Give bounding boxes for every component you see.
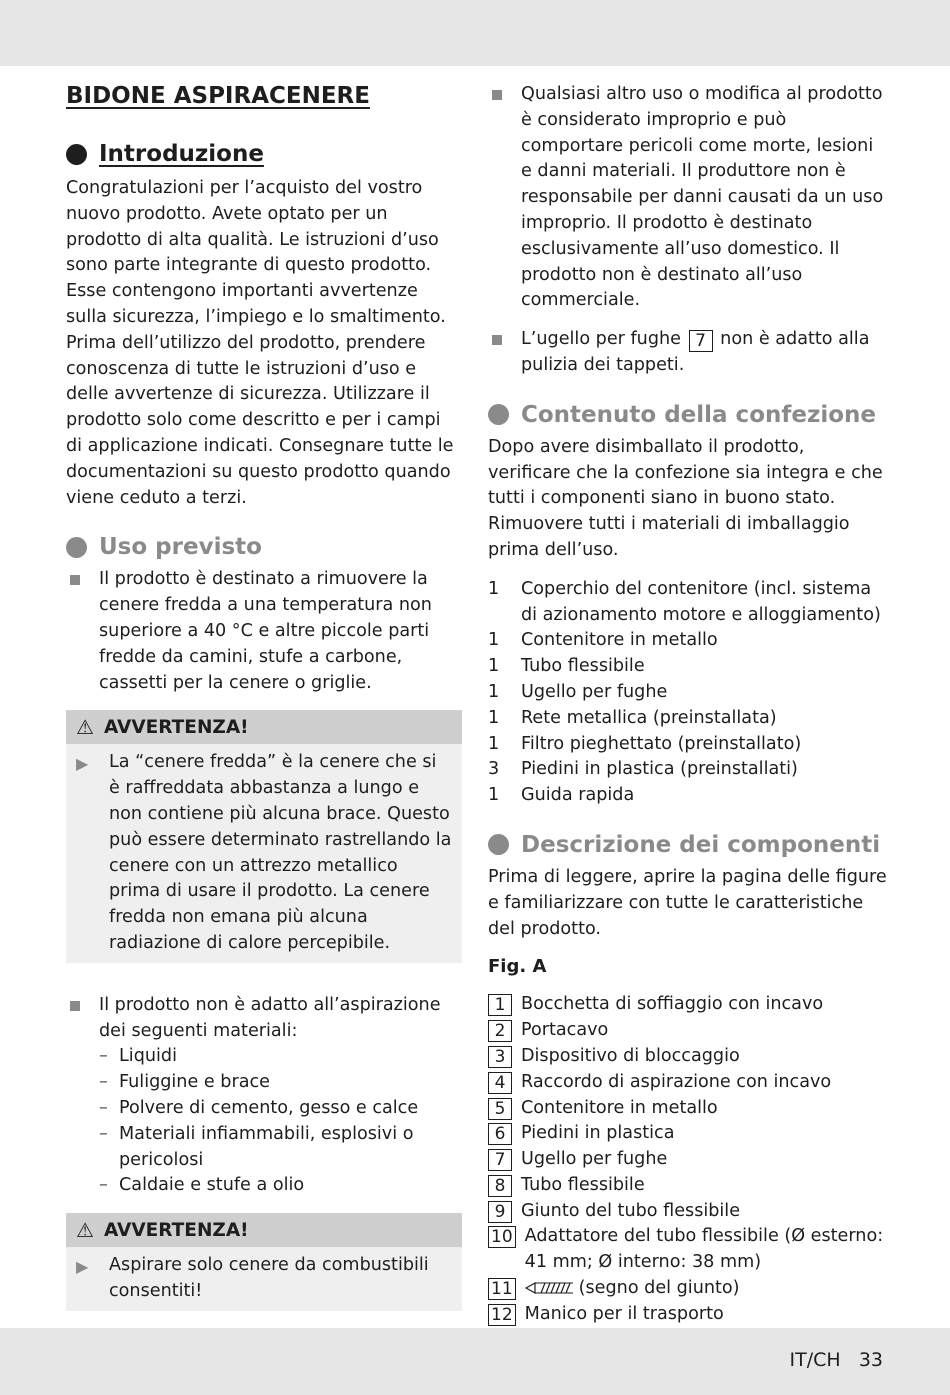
bullet-dot-icon bbox=[488, 834, 509, 855]
component-number-box: 1 bbox=[488, 994, 512, 1016]
warning-triangle-icon: ⚠ bbox=[76, 715, 94, 740]
list-item: 5 Contenitore in metallo bbox=[488, 1096, 888, 1122]
section-heading-contenuto: Contenuto della confezione bbox=[488, 399, 888, 431]
square-bullet-icon bbox=[70, 1001, 80, 1011]
list-item: – Polvere di cemento, gesso e calce bbox=[99, 1097, 419, 1118]
contenuto-paragraph: Dopo avere disimballato il prodotto, verificare che la confezione sia integra e che tutti i componenti siano in buono stato. Rimuovere tutti i materiali di imballaggio prima dell’uso. bbox=[488, 436, 883, 560]
section-heading-descrizione: Descrizione dei componenti bbox=[488, 829, 888, 861]
list-item: 3 Dispositivo di bloccaggio bbox=[488, 1044, 888, 1070]
list-item: 6 Piedini in plastica bbox=[488, 1121, 888, 1147]
square-bullet-icon bbox=[492, 90, 502, 100]
list-item: 1 Filtro pieghettato (preinstallato) bbox=[488, 733, 802, 754]
warning-body: ▶ La “cenere fredda” è la cenere che si è raffreddata abbastanza a lungo e non contiene più alcuna brace. Questo può essere determinato rastrellando la cenere con un attrezzo metallico prima di usare il prodotto. La cenere fredda non emana più alcuna radiazione di calore percepibile. bbox=[66, 744, 462, 962]
warning-triangle-icon: ⚠ bbox=[76, 1218, 94, 1243]
component-number-box: 12 bbox=[488, 1304, 516, 1326]
warning-box bbox=[66, 1213, 462, 1311]
list-item: 10 Adattatore del tubo flessibile (Ø esterno: 41 mm; Ø interno: 38 mm) bbox=[488, 1224, 888, 1276]
list-item: 1 Tubo flessibile bbox=[488, 656, 645, 677]
right-column bbox=[488, 82, 888, 1328]
page-number: 33 bbox=[858, 1349, 883, 1371]
component-number-box: 3 bbox=[488, 1046, 512, 1068]
component-number-box: 7 bbox=[488, 1149, 512, 1171]
component-number-box: 6 bbox=[488, 1123, 512, 1145]
list-item: 3 Piedini in plastica (preinstallati) bbox=[488, 759, 798, 780]
materials-list bbox=[99, 1044, 462, 1199]
list-item: Qualsiasi altro uso o modifica al prodotto è considerato improprio e può comportare pericoli come morte, lesioni e danni materiali. Il produttore non è responsabile per danni causati da un uso improprio. Il prodotto è destinato esclusivamente all’uso domestico. Il prodotto non è destinato all’uso commerciale. bbox=[488, 82, 888, 314]
footer-locale: IT/CH bbox=[789, 1349, 841, 1371]
component-number-box: 4 bbox=[488, 1072, 512, 1094]
warning-header: ⚠ AVVERTENZA! bbox=[66, 710, 462, 744]
component-number-box: 2 bbox=[488, 1020, 512, 1042]
warning-box bbox=[66, 710, 462, 962]
components-list bbox=[488, 992, 888, 1327]
package-contents-list bbox=[488, 577, 888, 809]
descrizione-paragraph: Prima di leggere, aprire la pagina delle figure e familiarizzare con tutte le caratteristiche del prodotto. bbox=[488, 866, 887, 939]
list-item: 7 Ugello per fughe bbox=[488, 1147, 888, 1173]
list-item: – Caldaie e stufe a olio bbox=[99, 1175, 305, 1196]
list-item: 1 Bocchetta di soffiaggio con incavo bbox=[488, 992, 888, 1018]
component-number-box: 11 bbox=[488, 1278, 516, 1300]
list-item: – Materiali infiammabili, esplosivi o pericolosi bbox=[99, 1123, 414, 1170]
square-bullet-icon bbox=[492, 335, 502, 345]
list-item: 1 Contenitore in metallo bbox=[488, 630, 718, 651]
document-title: BIDONE ASPIRACENERE bbox=[66, 83, 370, 109]
header-band bbox=[0, 0, 950, 66]
list-item: 12 Manico per il trasporto bbox=[488, 1302, 888, 1328]
component-number-box: 7 bbox=[689, 330, 713, 352]
list-item: 11 (segno del giunto) bbox=[488, 1276, 888, 1302]
component-number-box: 5 bbox=[488, 1098, 512, 1120]
component-number-box: 8 bbox=[488, 1175, 512, 1197]
list-item: Il prodotto è destinato a rimuovere la cenere fredda a una temperatura non superiore a 40 °C e altre piccole parti fredde da camini, stufe a carbone, cassetti per la cenere o griglie. bbox=[66, 567, 462, 696]
joint-mark-icon bbox=[525, 1281, 575, 1295]
bullet-dot-icon bbox=[66, 144, 87, 165]
list-item: 4 Raccordo di aspirazione con incavo bbox=[488, 1070, 888, 1096]
list-item: 2 Portacavo bbox=[488, 1018, 888, 1044]
list-item: 1 Guida rapida bbox=[488, 785, 635, 806]
bullet-dot-icon bbox=[66, 537, 87, 558]
square-bullet-icon bbox=[70, 575, 80, 585]
section-heading-uso-previsto: Uso previsto bbox=[66, 531, 462, 563]
list-item: 8 Tubo flessibile bbox=[488, 1173, 888, 1199]
section-heading-introduzione: Introduzione bbox=[66, 138, 462, 170]
list-item: 1 Ugello per fughe bbox=[488, 681, 668, 702]
list-item: 1 Rete metallica (preinstallata) bbox=[488, 707, 777, 728]
page-footer bbox=[790, 1349, 883, 1371]
warning-body: ▶ Aspirare solo cenere da combustibili consentiti! bbox=[66, 1247, 462, 1311]
component-number-box: 9 bbox=[488, 1201, 512, 1223]
intro-paragraph: Congratulazioni per l’acquisto del vostro nuovo prodotto. Avete optato per un prodotto di alta qualità. Le istruzioni d’uso sono parte integrante di questo prodotto. Esse contengono importanti avvertenze sulla sicurezza, l’impiego e lo smaltimento. Prima dell’utilizzo del prodotto, prendere conoscenza di tutte le istruzioni d’uso e delle avvertenze di sicurezza. Utilizzare il prodotto solo come descritto e per i campi di applicazione indicati. Consegnare tutte le documentazioni su questo prodotto quando viene ceduto a terzi. bbox=[66, 178, 454, 508]
list-item: – Liquidi bbox=[99, 1046, 177, 1067]
list-item: L’ugello per fughe 7 non è adatto alla pulizia dei tappeti. bbox=[488, 327, 888, 379]
list-item: Il prodotto non è adatto all’aspirazione dei seguenti materiali: bbox=[66, 993, 462, 1045]
bullet-dot-icon bbox=[488, 404, 509, 425]
list-item: – Fuliggine e brace bbox=[99, 1072, 270, 1093]
list-item: 9 Giunto del tubo flessibile bbox=[488, 1199, 888, 1225]
left-column bbox=[66, 80, 462, 1311]
warning-header: ⚠ AVVERTENZA! bbox=[66, 1213, 462, 1247]
list-item: 1 Coperchio del contenitore (incl. sistema di azionamento motore e alloggiamento) bbox=[488, 578, 881, 625]
component-number-box: 10 bbox=[488, 1226, 516, 1248]
arrow-bullet-icon: ▶ bbox=[76, 1257, 89, 1277]
figure-label: Fig. A bbox=[488, 956, 547, 978]
arrow-bullet-icon: ▶ bbox=[76, 754, 89, 774]
